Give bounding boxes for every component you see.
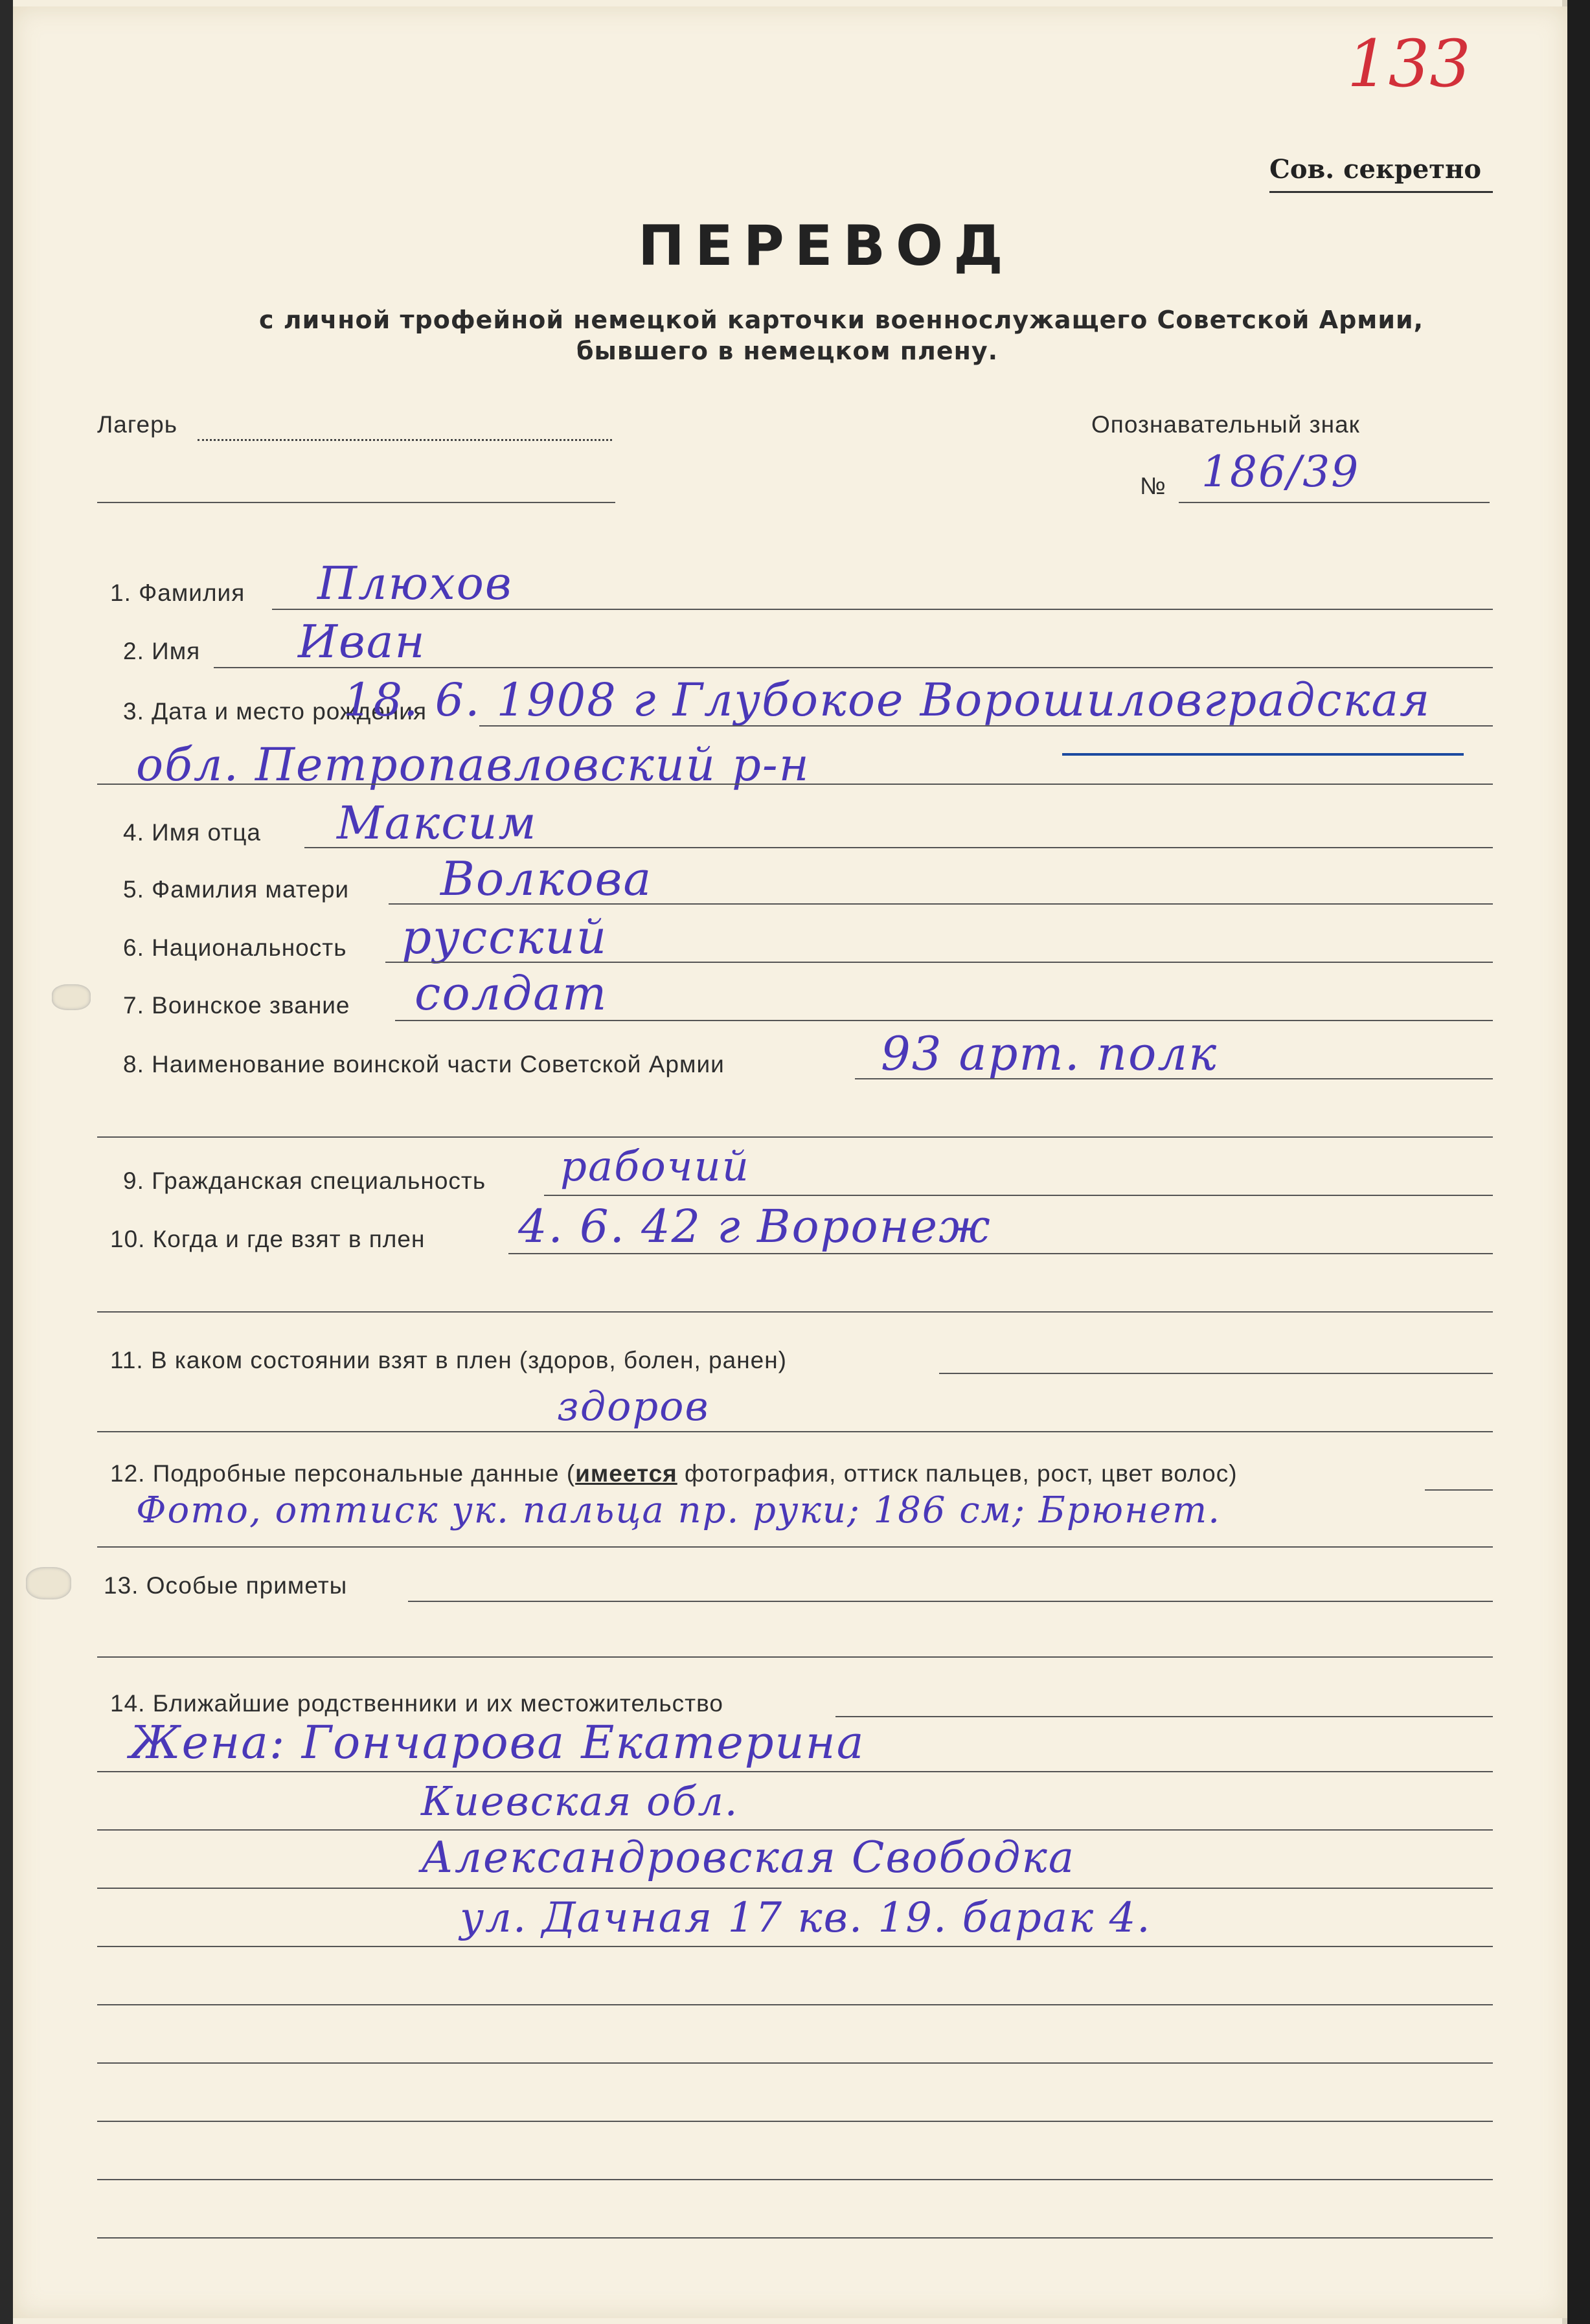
- field-9-value: рабочий: [560, 1143, 750, 1191]
- field-6-label: 6. Национальность: [123, 934, 347, 961]
- field-14-value-line-1: Жена: Гончарова Екатерина: [130, 1716, 865, 1769]
- field-3-value-line-2: обл. Петропавловский р-н: [136, 738, 810, 791]
- field-10-label: 10. Когда и где взят в плен: [110, 1226, 426, 1252]
- field-8-value: 93 арт. полк: [881, 1026, 1218, 1081]
- field-2-line: [214, 667, 1493, 668]
- field-4-value: Максим: [337, 796, 538, 850]
- field-5-value: Волкова: [440, 852, 653, 906]
- field-12-line: [1425, 1489, 1493, 1491]
- field-8-line-2: [97, 1136, 1493, 1138]
- camp-label: Лагерь: [97, 411, 177, 438]
- field-13-label: 13. Особые приметы: [104, 1572, 348, 1599]
- field-5-line: [389, 903, 1493, 905]
- field-11-value: здоров: [557, 1382, 710, 1430]
- field-10-line: [508, 1253, 1493, 1254]
- field-14-value-line-2: Киевская обл.: [421, 1777, 739, 1825]
- field-14-line: [835, 1716, 1493, 1717]
- field-7-label: 7. Воинское звание: [123, 992, 350, 1019]
- id-sign-label: Опознавательный знак: [1091, 411, 1360, 438]
- field-5-label: 5. Фамилия матери: [123, 876, 350, 903]
- field-4-label: 4. Имя отца: [123, 819, 261, 846]
- field-14-line-2: [97, 1771, 1493, 1772]
- field-3-underline-blue: [1062, 753, 1464, 756]
- field-7-value: солдат: [415, 966, 608, 1021]
- camp-line-2: [97, 502, 615, 503]
- scan-edge-left: [0, 0, 13, 2324]
- secrecy-underline: [1269, 191, 1493, 193]
- field-3-value-line-1: 18. 6. 1908 г Глубокое Ворошиловградская: [343, 673, 1431, 727]
- field-14-line-9: [97, 2179, 1493, 2180]
- field-11-label: 11. В каком состоянии взят в плен (здоров, болен, ранен): [110, 1347, 787, 1373]
- field-3-line: [479, 725, 1493, 727]
- field-2-label: 2. Имя: [123, 638, 201, 664]
- id-sign-line: [1179, 502, 1490, 503]
- field-14-line-10: [97, 2237, 1493, 2239]
- field-14-line-6: [97, 2004, 1493, 2005]
- secrecy-mark: Сов. секретно: [1269, 154, 1482, 185]
- field-1-label: 1. Фамилия: [110, 580, 245, 606]
- field-14-line-7: [97, 2062, 1493, 2064]
- field-14-line-8: [97, 2121, 1493, 2122]
- field-12-label: [110, 1460, 1238, 1487]
- field-14-value-line-3: Александровская Свободка: [421, 1833, 1076, 1882]
- field-12-label-c: фотография, оттиск пальцев, рост, цвет волос): [677, 1460, 1238, 1487]
- field-8-label: 8. Наименование воинской части Советской Армии: [123, 1051, 725, 1077]
- field-7-line: [395, 1020, 1493, 1021]
- document-title: ПЕРЕВОД: [638, 214, 1014, 278]
- field-9-label: 9. Гражданская специальность: [123, 1168, 486, 1194]
- camp-line: [198, 439, 612, 441]
- field-10-value: 4. 6. 42 г Воронеж: [518, 1200, 992, 1253]
- field-14-line-5: [97, 1946, 1493, 1947]
- id-sign-value: 186/39: [1201, 447, 1360, 497]
- subtitle-line-1: с личной трофейной немецкой карточки военнослужащего Советской Армии,: [259, 306, 1424, 334]
- field-6-value: русский: [402, 910, 608, 964]
- field-12-line-2: [97, 1546, 1493, 1548]
- field-9-line: [544, 1195, 1493, 1196]
- scan-edge-right: [1567, 0, 1590, 2324]
- field-11-line: [939, 1373, 1493, 1374]
- number-sign: №: [1140, 473, 1166, 499]
- document-sheet: [13, 6, 1567, 2318]
- field-3-line-2: [97, 784, 1493, 785]
- field-13-line-2: [97, 1656, 1493, 1658]
- punch-hole: [52, 984, 91, 1010]
- field-14-value-line-4: ул. Дачная 17 кв. 19. барак 4.: [460, 1894, 1152, 1942]
- field-2-value: Иван: [298, 615, 426, 668]
- field-12-label-a: 12. Подробные персональные данные (: [110, 1460, 576, 1487]
- field-12-label-b: имеется: [575, 1460, 677, 1487]
- field-6-line: [385, 962, 1493, 963]
- field-1-value: Плюхов: [317, 557, 513, 610]
- field-10-line-2: [97, 1311, 1493, 1313]
- field-3-label: 3. Дата и место рождения: [123, 698, 427, 725]
- field-14-label: 14. Ближайшие родственники и их местожительство: [110, 1690, 723, 1717]
- field-12-value: Фото, оттиск ук. пальца пр. руки; 186 см; Брюнет.: [136, 1489, 1221, 1531]
- field-14-line-3: [97, 1829, 1493, 1831]
- field-14-line-4: [97, 1888, 1493, 1889]
- field-13-line: [408, 1601, 1493, 1602]
- field-11-line-2: [97, 1431, 1493, 1432]
- archive-number: 133: [1347, 26, 1471, 102]
- field-4-line: [304, 847, 1493, 848]
- punch-hole: [26, 1567, 71, 1599]
- subtitle-line-2: бывшего в немецком плену.: [576, 337, 999, 365]
- field-8-line: [855, 1078, 1493, 1079]
- field-1-line: [272, 609, 1493, 610]
